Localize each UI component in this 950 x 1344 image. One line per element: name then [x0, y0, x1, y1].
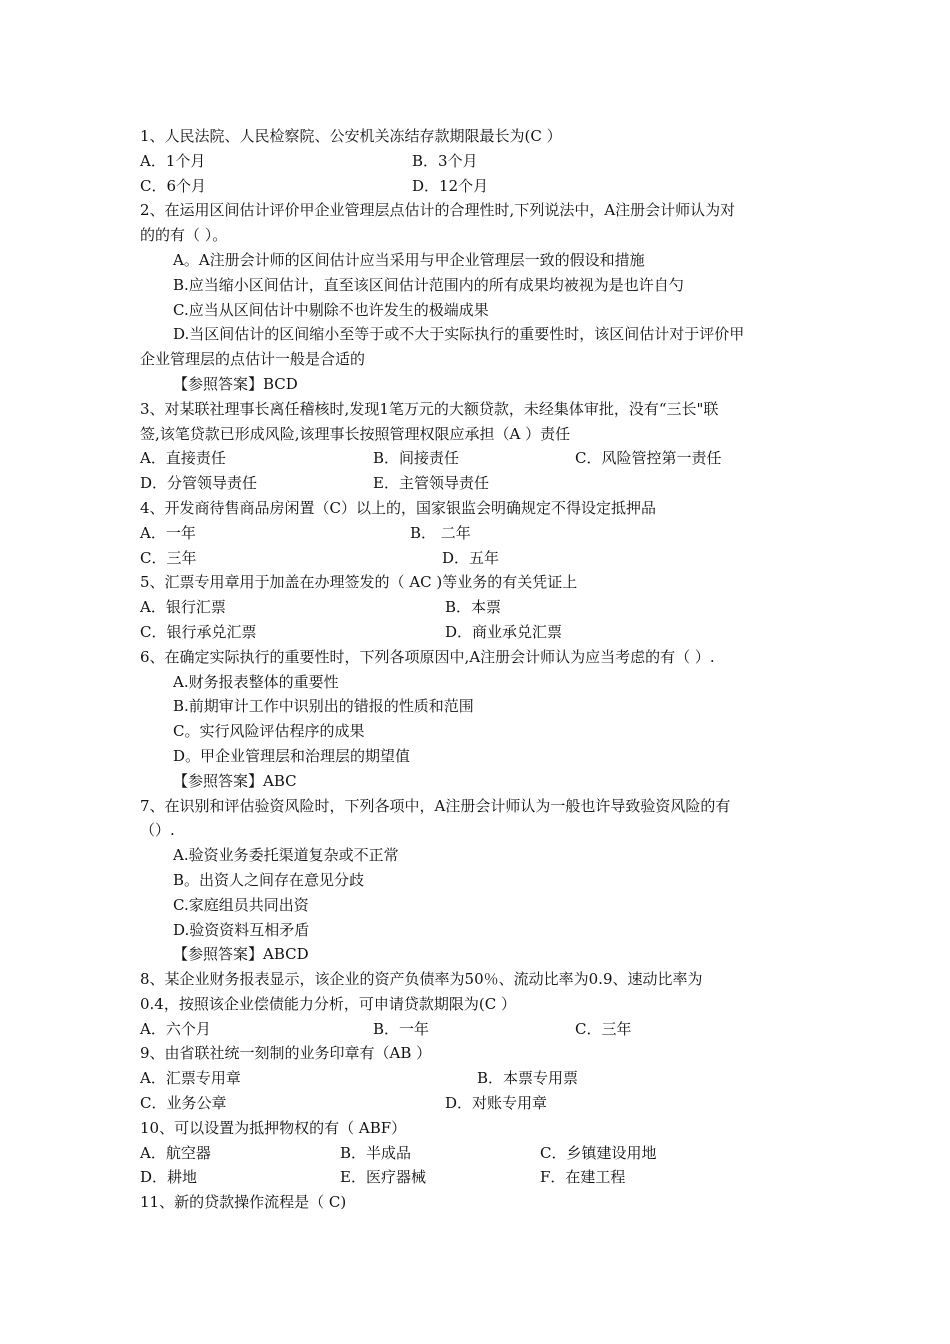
option-b: B。出资人之间存在意见分歧 — [173, 870, 365, 889]
option-d: D．对账专用章 — [445, 1094, 548, 1113]
question-4-stem: 4、开发商待售商品房闲置（C）以上的，国家银监会明确规定不得设定抵押品 — [140, 498, 657, 517]
option-b: B． 二年 — [410, 523, 471, 542]
question-1-options-row-1 — [140, 149, 820, 174]
option-c: C．乡镇建设用地 — [540, 1143, 657, 1162]
option-a: A.验资业务委托渠道复杂或不正常 — [173, 846, 399, 865]
option-a: A．一年 — [140, 523, 196, 542]
option-c: C．业务公章 — [140, 1094, 227, 1113]
question-6-stem: 6、在确定实际执行的重要性时，下列各项原因中,A注册会计师认为应当考虑的有（ ）. — [140, 647, 715, 666]
option-c: C．三年 — [140, 548, 197, 567]
question-10-options-row-1 — [140, 1141, 820, 1166]
option-c: C．三年 — [575, 1019, 632, 1038]
option-a: A．1个月 — [140, 151, 206, 170]
reference-answer: 【参照答案】ABCD — [173, 945, 309, 964]
option-c: C．6个月 — [140, 176, 207, 195]
document-page — [140, 124, 820, 1215]
question-5-options-row-1 — [140, 595, 820, 620]
option-a: A．汇票专用章 — [140, 1069, 241, 1088]
question-1-options-row-2 — [140, 174, 820, 199]
option-d-line-1: D.当区间估计的区间缩小至等于或不大于实际执行的重要性时，该区间估计对于评价甲 — [173, 325, 745, 344]
option-a: A。A注册会计师的区间估计应当采用与甲企业管理层一致的假设和措施 — [173, 250, 645, 269]
option-c: C.家庭组员共同出资 — [173, 895, 309, 914]
question-2-stem-line-2: 的的有（ ）。 — [140, 226, 228, 245]
option-c: C．银行承兑汇票 — [140, 622, 257, 641]
question-7-stem-line-1: 7、在识别和评估验资风险时，下列各项中，A注册会计师认为一般也许导致验资风险的有 — [140, 796, 731, 815]
option-e: E．医疗器械 — [340, 1168, 426, 1187]
option-b: B．半成品 — [340, 1143, 412, 1162]
option-f: F．在建工程 — [540, 1168, 626, 1187]
option-d: D。甲企业管理层和治理层的期望值 — [173, 746, 411, 765]
option-a: A.财务报表整体的重要性 — [173, 672, 339, 691]
option-c: C．风险管控第一责任 — [575, 449, 722, 468]
question-10-options-row-2 — [140, 1165, 820, 1190]
option-b: B．本票专用票 — [477, 1069, 579, 1088]
option-b: B．本票 — [445, 598, 502, 617]
question-9-options-row-1 — [140, 1066, 820, 1091]
option-a: A．航空器 — [140, 1143, 211, 1162]
option-d: D．12个月 — [412, 176, 489, 195]
question-8-stem-line-2: 0.4，按照该企业偿债能力分析，可申请贷款期限为(C ） — [140, 994, 516, 1013]
question-10-stem: 10、可以设置为抵押物权的有（ ABF） — [140, 1118, 407, 1137]
question-8-stem-line-1: 8、某企业财务报表显示，该企业的资产负债率为50％、流动比率为0.9、速动比率为 — [140, 970, 703, 989]
question-8-options-row-1 — [140, 1017, 820, 1042]
question-5-stem: 5、汇票专用章用于加盖在办理签发的（ AC )等业务的有关凭证上 — [140, 573, 578, 592]
question-3-options-row-1 — [140, 446, 820, 471]
option-e: E．主管领导责任 — [373, 474, 489, 493]
question-11-stem: 11、新的贷款操作流程是（ C) — [140, 1193, 347, 1212]
option-a: A．银行汇票 — [140, 598, 226, 617]
question-3-stem-line-2: 签,该笔贷款已形成风险,该理事长按照管理权限应承担（A ）责任 — [140, 424, 571, 443]
question-1-stem: 1、人民法院、人民检察院、公安机关冻结存款期限最长为(C ） — [140, 127, 562, 145]
question-7-stem-line-2: （）. — [140, 821, 175, 840]
option-a: A．六个月 — [140, 1019, 211, 1038]
option-a: A．直接责任 — [140, 449, 226, 468]
option-c: C.应当从区间估计中剔除不也许发生的极端成果 — [173, 300, 489, 319]
option-d: D．分管领导责任 — [140, 474, 258, 493]
option-c: C。实行风险评估程序的成果 — [173, 722, 365, 741]
question-9-options-row-2 — [140, 1091, 820, 1116]
question-3-stem-line-1: 3、对某联社理事长离任稽核时,发现1笔万元的大额贷款，未经集体审批，没有“三长"联 — [140, 399, 719, 418]
reference-answer: 【参照答案】ABC — [173, 771, 297, 790]
option-d: D．商业承兑汇票 — [445, 622, 563, 641]
option-d-line-2: 企业管理层的点估计一般是合适的 — [140, 350, 366, 369]
option-b: B.前期审计工作中识别出的错报的性质和范围 — [173, 697, 474, 716]
question-9-stem: 9、由省联社统一刻制的业务印章有（AB ） — [140, 1044, 432, 1063]
option-b: B．3个月 — [412, 151, 478, 170]
question-4-options-row-1 — [140, 521, 820, 546]
option-d: D.验资资料互相矛盾 — [173, 920, 310, 939]
question-3-options-row-2 — [140, 471, 820, 496]
question-4-options-row-2 — [140, 546, 820, 571]
option-b: B.应当缩小区间估计，直至该区间估计范围内的所有成果均被视为是也许自勺 — [173, 275, 684, 294]
question-2-stem-line-1: 2、在运用区间估计评价甲企业管理层点估计的合理性时,下列说法中，A注册会计师认为对 — [140, 201, 736, 220]
question-5-options-row-2 — [140, 620, 820, 645]
option-d: D．耕地 — [140, 1168, 198, 1187]
option-d: D．五年 — [442, 548, 500, 567]
option-b: B．间接责任 — [373, 449, 460, 468]
reference-answer: 【参照答案】BCD — [173, 374, 298, 393]
option-b: B．一年 — [373, 1019, 430, 1038]
